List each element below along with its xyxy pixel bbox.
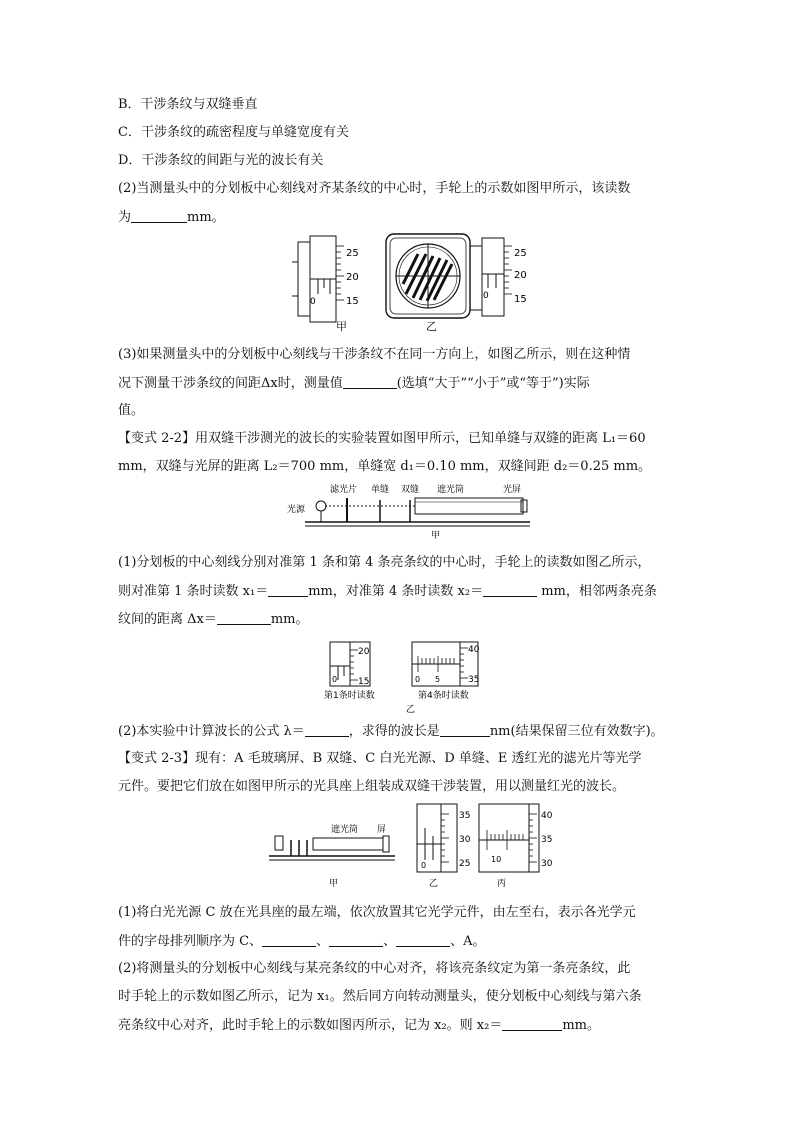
label-screen: 光屏 [503,485,522,495]
tick-label: 15 [346,296,359,307]
tick-label: 15 [358,677,370,687]
answer-blank[interactable] [268,582,308,597]
main-scale-label: 0 [310,297,316,307]
label-single-slit: 单缝 [371,485,390,495]
text: 亮条纹中心对齐，此时手轮上的示数如图丙所示，记为 x₂。则 x₂＝ [118,1018,503,1033]
option-c: C．干涉条纹的疏密程度与单缝宽度有关 [118,125,349,140]
variant-2-2-q1-line-2 [118,582,657,601]
apparatus-jia [269,823,395,889]
figure-apparatus [285,480,535,540]
variant-2-2-line-1 [118,430,646,448]
variant-2-2-q1-line-3 [118,610,309,629]
answer-blank[interactable] [343,374,397,389]
tick-label: 25 [514,248,527,259]
answer-blank[interactable] [396,932,450,947]
answer-blank[interactable] [440,722,490,737]
text: mm。 [270,612,309,627]
label-filter: 滤光片 [330,485,358,495]
q3-line-3: 值。 [118,403,145,418]
separator: 、 [383,934,397,949]
figure-label-jia: 甲 [336,320,347,332]
label-tube: 遮光筒 [437,485,465,495]
text: mm。 [562,1018,601,1033]
variant-2-3-q2-line-1: (2)将测量头的分划板中心刻线与某亮条纹的中心对齐，将该亮条纹定为第一条亮条纹，此 [118,961,631,976]
text: mm，相邻两条亮条 [537,584,657,599]
main-scale-label: 0 [415,675,421,684]
variant-2-2-q2-line [118,722,664,741]
label-tube: 遮光筒 [331,825,359,835]
text: 纹间的距离 Δx＝ [118,612,217,627]
variant-2-2-q1-line-1: (1)分划板的中心刻线分别对准第 1 条和第 4 条亮条纹的中心时，手轮上的读数如图乙所示， [118,555,651,570]
reading-bing [479,804,553,889]
variant-2-3-q2-line-3 [118,1016,600,1035]
text: nm(结果保留三位有效数字)。 [489,724,664,739]
label-light-source: 光源 [287,505,306,515]
reading-yi [417,804,471,889]
micrometer-jia [292,236,359,332]
figure-label-yi: 乙 [406,705,416,715]
label-double-slit: 双缝 [401,485,420,495]
variant-2-3-line-1: 【变式 2-3】现有：A 毛玻璃屏、B 双缝、C 白光光源、D 单缝、E 透红光的滤光片等光学 [118,751,642,766]
answer-blank[interactable] [483,582,537,597]
text: ，求得的波长是 [348,724,440,739]
q2-text-post: mm。 [187,210,225,225]
variant-2-2-line-2: mm，双缝与光屏的距离 L₂＝700 mm，单缝宽 d₁＝0.10 mm，双缝间距 d₂＝0.25 mm。 [118,459,652,474]
option-d: D．干涉条纹的间距与光的波长有关 [118,153,324,168]
figure-micrometer-jia-yi [290,232,550,332]
figure-label-jia: 甲 [329,879,339,889]
main-scale-label: 0 [483,291,489,301]
main-scale-label: 0 [332,675,338,684]
answer-blank[interactable] [217,610,271,625]
tick-label: 35 [459,811,471,821]
text: (2)本实验中计算波长的公式 λ＝ [118,724,305,739]
figure-label-yi: 乙 [426,320,437,332]
q2-text-pre: 为 [118,210,132,225]
tick-label: 25 [459,859,471,869]
q3-text-post: (选填“大于”“小于”或“等于”)实际 [396,376,590,391]
label-screen: 屏 [377,825,387,835]
q2-line-2 [118,208,225,227]
tick-label: 20 [514,270,527,281]
text: 件的字母排列顺序为 C、 [118,934,263,949]
answer-blank[interactable] [502,1016,562,1031]
variant-2-2-text: 【变式 2-2】用双缝干涉测光的波长的实验装置如图甲所示，已知单缝与双缝的距离 L₁＝60 [118,431,646,446]
measuring-head-yi [386,234,527,332]
figure-label-bing: 丙 [497,879,507,889]
tick-label: 30 [541,859,553,869]
text: mm，对准第 4 条时读数 x₂＝ [308,584,484,599]
option-b: B．干涉条纹与双缝垂直 [118,97,258,112]
caption-first-reading: 第1条时读数 [324,691,375,701]
tick-label: 15 [514,294,527,305]
reading-fourth [412,642,480,701]
tick-label: 40 [541,811,553,821]
caption-fourth-reading: 第4条时读数 [418,691,469,701]
q3-line-1: (3)如果测量头中的分划板中心刻线与干涉条纹不在同一方向上，如图乙所示，则在这种情 [118,347,631,362]
answer-blank[interactable] [305,722,349,737]
tick-label: 20 [358,647,370,657]
figure-apparatus-and-readings [265,800,565,892]
figure-readings-yi [320,636,500,716]
main-scale-label: 5 [435,675,441,684]
q3-line-2 [118,374,590,393]
q2-line-1: (2)当测量头中的分划板中心刻线对齐某条纹的中心时，手轮上的示数如图甲所示，该读数 [118,181,631,196]
variant-2-3-line-2: 元件。要把它们放在如图甲所示的光具座上组装成双缝干涉装置，用以测量红光的波长。 [118,779,626,794]
tick-label: 20 [346,272,359,283]
text: 、A。 [450,934,486,949]
tick-label: 30 [459,835,471,845]
variant-2-3-q2-line-2: 时手轮上的示数如图乙所示，记为 x₁。然后同方向转动测量头，使分划板中心刻线与第六条 [118,989,642,1004]
reading-first [324,642,375,701]
tick-label: 25 [346,248,359,259]
figure-label-jia: 甲 [431,531,441,540]
tick-label: 40 [468,645,480,655]
main-scale-label: 0 [421,861,427,870]
variant-2-3-q1-line-1: (1)将白光光源 C 放在光具座的最左端，依次放置其它光学元件，由左至右，表示各光学元 [118,905,636,920]
q3-text-pre: 况下测量干涉条纹的间距Δx时，测量值 [118,376,343,391]
text: 则对准第 1 条时读数 x₁＝ [118,584,269,599]
separator: 、 [316,934,330,949]
tick-label: 35 [468,675,480,685]
answer-blank[interactable] [131,208,187,223]
main-scale-label: 10 [491,855,502,864]
figure-label-yi: 乙 [429,879,439,889]
variant-2-3-q1-line-2 [118,932,486,951]
answer-blank[interactable] [262,932,316,947]
tick-label: 35 [541,835,553,845]
answer-blank[interactable] [329,932,383,947]
